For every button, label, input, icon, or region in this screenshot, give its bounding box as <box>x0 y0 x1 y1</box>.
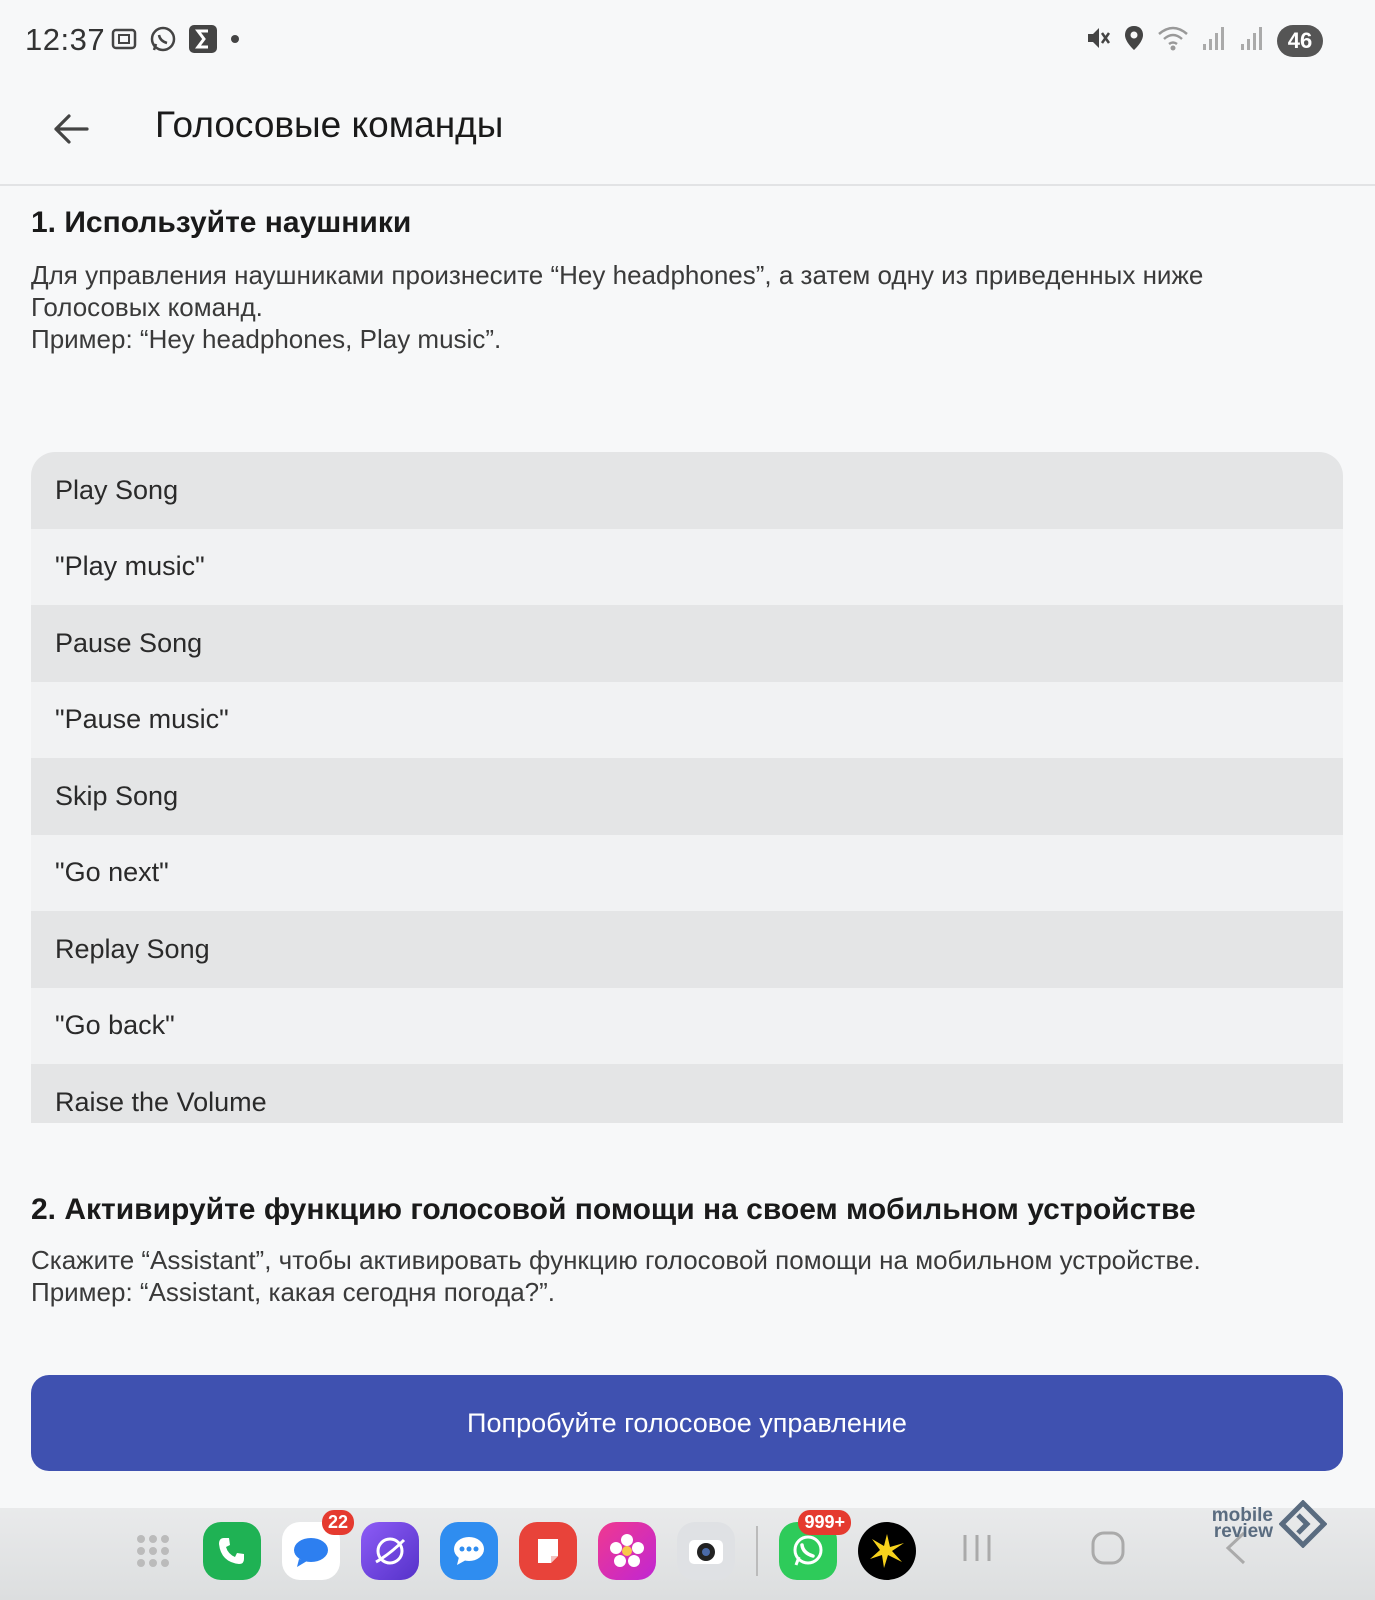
dock-separator <box>756 1526 758 1576</box>
whatsapp-icon <box>148 24 178 59</box>
section-2-line: Пример: “Assistant, какая сегодня погода?”. <box>31 1277 556 1307</box>
command-name-row: Skip Song <box>31 758 1343 835</box>
signal-icon <box>1239 24 1265 57</box>
command-name-row: Replay Song <box>31 911 1343 988</box>
navigation-buttons <box>960 1530 1250 1571</box>
battery-indicator: 46 <box>1277 25 1323 57</box>
whatsapp-badge: 999+ <box>798 1510 851 1535</box>
wifi-icon <box>1157 24 1189 57</box>
try-voice-control-button[interactable]: Попробуйте голосовое управление <box>31 1375 1343 1471</box>
sigma-icon <box>188 24 218 59</box>
app-drawer-icon[interactable] <box>124 1522 182 1580</box>
status-right-icons <box>1085 24 1323 57</box>
location-icon <box>1123 24 1145 57</box>
arrow-left-icon <box>53 113 89 145</box>
phone-app-icon[interactable] <box>203 1522 261 1580</box>
dock-apps <box>124 1512 916 1580</box>
command-name-row: Play Song <box>31 452 1343 529</box>
home-button[interactable] <box>1090 1530 1126 1571</box>
section-1-line: Голосовых команд. <box>31 292 263 322</box>
browser-app-icon[interactable] <box>361 1522 419 1580</box>
status-time: 12:37 <box>25 22 106 57</box>
watermark <box>1212 1500 1327 1548</box>
section-1-line: Пример: “Hey headphones, Play music”. <box>31 324 502 354</box>
status-left-icons <box>110 24 242 59</box>
section-1-title: 1. Используйте наушники <box>31 206 412 239</box>
chat-app-icon[interactable] <box>440 1522 498 1580</box>
messages-app-icon[interactable] <box>282 1512 348 1580</box>
messages-badge: 22 <box>322 1510 354 1535</box>
signal-icon <box>1201 24 1227 57</box>
section-1-line: Для управления наушниками произнесите “Hey headphones”, а затем одну из приведенных ниже <box>31 260 1204 290</box>
whatsapp-app-icon[interactable] <box>779 1512 845 1580</box>
app-bar <box>0 82 1375 186</box>
mute-icon <box>1085 24 1111 57</box>
command-phrase-row: "Go next" <box>31 835 1343 912</box>
command-phrase-row: "Go back" <box>31 988 1343 1065</box>
watermark-logo-icon <box>1279 1500 1327 1548</box>
section-2-line: Скажите “Assistant”, чтобы активировать функцию голосовой помощи на мобильном устройстве. <box>31 1245 1201 1275</box>
command-phrase-row: "Play music" <box>31 529 1343 606</box>
gallery-app-icon[interactable] <box>598 1522 656 1580</box>
watermark-text: mobile review <box>1211 1505 1273 1542</box>
command-name-row: Raise the Volume <box>31 1064 1343 1123</box>
recent-apps-button[interactable] <box>960 1532 994 1569</box>
command-phrase-row: "Pause music" <box>31 682 1343 759</box>
screenshot-icon <box>110 25 138 58</box>
dot-icon <box>228 32 242 51</box>
status-bar <box>0 0 1375 82</box>
back-button[interactable] <box>46 104 96 154</box>
command-list[interactable] <box>31 452 1343 1123</box>
page-title: Голосовые команды <box>155 104 504 145</box>
section-2-description <box>31 1244 1341 1308</box>
taskbar-dock <box>0 1505 1375 1600</box>
section-1-description <box>31 259 1331 355</box>
command-name-row: Pause Song <box>31 605 1343 682</box>
camera-app-icon[interactable] <box>677 1522 735 1580</box>
notes-app-icon[interactable] <box>519 1522 577 1580</box>
section-2-title: 2. Активируйте функцию голосовой помощи на своем мобильном устройстве <box>31 1193 1196 1226</box>
yellow-star-app-icon[interactable] <box>858 1522 916 1580</box>
